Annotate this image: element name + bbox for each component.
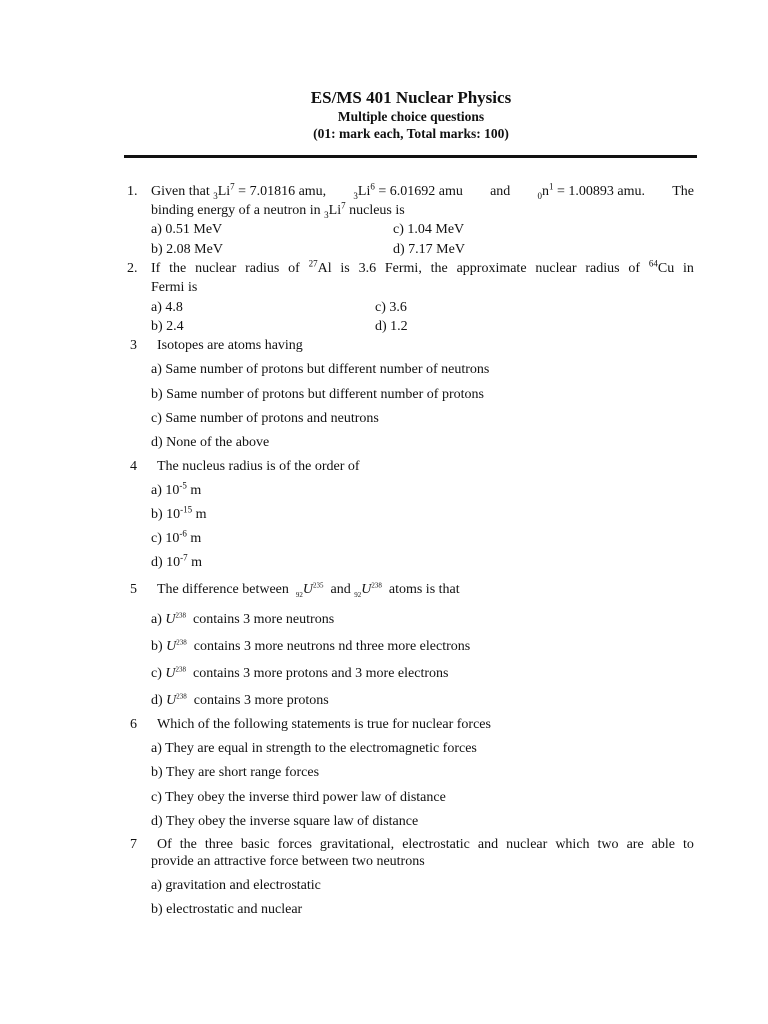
question-number: 1. xyxy=(127,184,138,199)
exam-subtitle: Multiple choice questions xyxy=(337,109,485,124)
exam-title: ES/MS 401 Nuclear Physics xyxy=(310,88,512,107)
option: c) $U^{238}$ contains 3 more protons and 3 more electrons xyxy=(151,665,449,681)
option: d) $U^{238}$ contains 3 more protons xyxy=(151,692,329,708)
question-number: 7 xyxy=(130,837,137,852)
option: a) 4.8 xyxy=(151,300,183,315)
question-text-cont: binding energy of a neutron in $_3Li^7$ nucleus is xyxy=(151,200,405,220)
option: b) They are short range forces xyxy=(151,765,320,780)
question-number: 6 xyxy=(130,717,137,732)
option: b) 2.08 MeV xyxy=(151,242,223,257)
question-number: 3 xyxy=(130,338,137,353)
option: a) gravitation and electrostatic xyxy=(151,878,321,893)
question-text: If the nuclear radius of $^{27}$Al is 3.6 Fermi, the approximate nuclear radius of $^{64}$Cu in xyxy=(151,258,694,276)
question-text: Isotopes are atoms having xyxy=(157,338,303,353)
option: d) None of the above xyxy=(151,435,270,450)
option: d) 1.2 xyxy=(375,319,408,334)
q1-and: and xyxy=(490,184,511,199)
option: b) $U^{238}$ contains 3 more neutrons nd three more electrons xyxy=(151,638,471,654)
option: a) They are equal in strength to the electromagnetic forces xyxy=(151,741,477,756)
question-number: 4 xyxy=(130,459,137,474)
option: a) 0.51 MeV xyxy=(151,222,223,237)
question-text: Of the three basic forces gravitational, electrostatic and nuclear which two are able to xyxy=(157,837,694,852)
marks-info: (01: mark each, Total marks: 100) xyxy=(313,126,509,141)
question-text: The nucleus radius is of the order of xyxy=(157,459,360,474)
option: b) Same number of protons but different number of protons xyxy=(151,387,484,402)
option: d) $10^{-7}$ m xyxy=(151,552,203,570)
question-text-cont: provide an attractive force between two neutrons xyxy=(151,854,425,869)
question-text xyxy=(151,183,694,201)
question-text-cont: Fermi is xyxy=(151,280,198,295)
option: b) 2.4 xyxy=(151,319,184,334)
option: a) $U^{238}$ contains 3 more neutrons xyxy=(151,611,335,627)
option: a) $10^{-5}$ m xyxy=(151,480,202,498)
q1-li6: $_3Li^6 = 6.01692$ amu xyxy=(353,181,463,201)
question-number: 5 xyxy=(130,582,137,597)
option: d) They obey the inverse square law of distance xyxy=(151,814,419,829)
q1-given: Given that $_3Li^7 = 7.01816$ amu, xyxy=(151,181,327,201)
option: b) electrostatic and nuclear xyxy=(151,902,303,917)
q1-n1: $_0n^1 = 1.00893$ amu. xyxy=(537,181,645,201)
option: c) 3.6 xyxy=(375,300,407,315)
option: c) Same number of protons and neutrons xyxy=(151,411,379,426)
q1-the: The xyxy=(672,184,694,199)
option: c) $10^{-6}$ m xyxy=(151,528,202,546)
question-number: 2. xyxy=(127,261,138,276)
option: c) They obey the inverse third power law of distance xyxy=(151,790,446,805)
option: d) 7.17 MeV xyxy=(393,242,465,257)
option: c) 1.04 MeV xyxy=(393,222,465,237)
option: b) $10^{-15}$ m xyxy=(151,504,207,522)
question-text: The difference between $_{92}U^{235}$ and $_{92}U^{238}$ atoms is that xyxy=(157,581,460,599)
header-divider xyxy=(124,155,697,158)
question-text: Which of the following statements is true for nuclear forces xyxy=(157,717,491,732)
option: a) Same number of protons but different number of neutrons xyxy=(151,362,490,377)
